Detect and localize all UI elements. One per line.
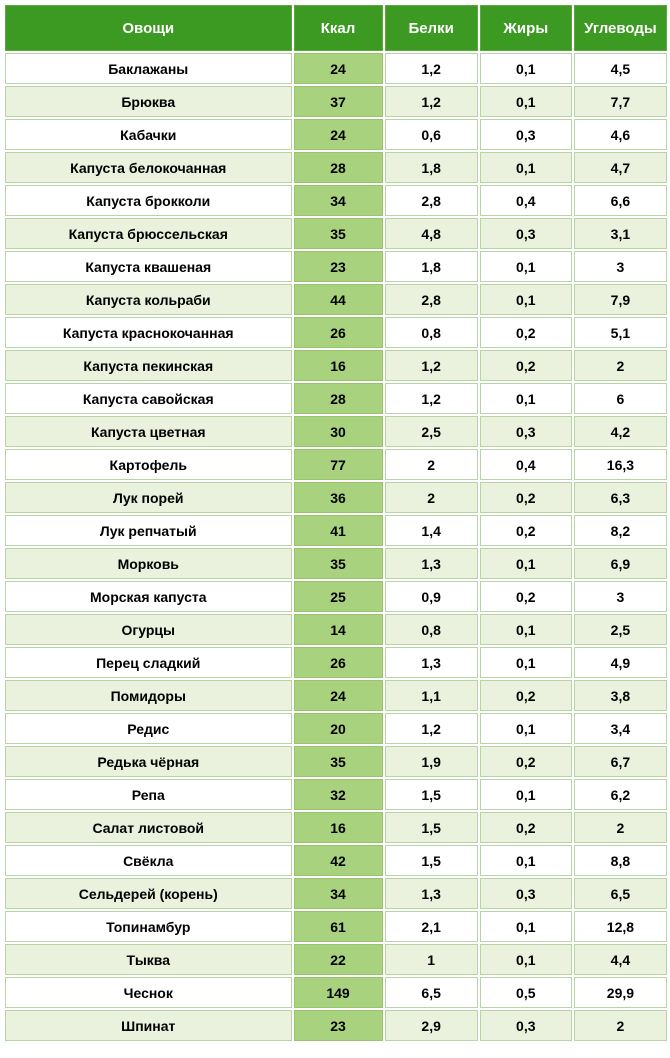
table-row	[5, 119, 667, 150]
kcal-cell: 23	[294, 251, 383, 282]
fat-cell: 0,2	[480, 746, 572, 777]
fat-cell: 0,1	[480, 647, 572, 678]
protein-cell: 1,3	[385, 647, 478, 678]
fat-cell: 0,5	[480, 977, 572, 1008]
fat-cell: 0,1	[480, 548, 572, 579]
protein-cell: 2,9	[385, 1010, 478, 1041]
vegetable-name-cell: Капуста белокочанная	[5, 152, 292, 183]
kcal-cell: 24	[294, 119, 383, 150]
protein-cell: 0,8	[385, 614, 478, 645]
protein-cell: 2	[385, 482, 478, 513]
kcal-cell: 61	[294, 911, 383, 942]
kcal-cell: 24	[294, 53, 383, 84]
fat-cell: 0,3	[480, 218, 572, 249]
protein-cell: 1	[385, 944, 478, 975]
carbs-cell: 6,3	[574, 482, 667, 513]
vegetable-name-cell: Тыква	[5, 944, 292, 975]
kcal-cell: 41	[294, 515, 383, 546]
carbs-cell: 4,5	[574, 53, 667, 84]
fat-cell: 0,1	[480, 284, 572, 315]
table-row	[5, 812, 667, 843]
protein-cell: 1,1	[385, 680, 478, 711]
protein-cell: 1,2	[385, 383, 478, 414]
kcal-cell: 16	[294, 350, 383, 381]
fat-cell: 0,1	[480, 713, 572, 744]
carbs-cell: 8,2	[574, 515, 667, 546]
header-fats: Жиры	[480, 5, 572, 51]
carbs-cell: 6,7	[574, 746, 667, 777]
table-row	[5, 779, 667, 810]
fat-cell: 0,1	[480, 53, 572, 84]
table-row	[5, 911, 667, 942]
fat-cell: 0,3	[480, 119, 572, 150]
table-row	[5, 449, 667, 480]
kcal-cell: 14	[294, 614, 383, 645]
kcal-cell: 34	[294, 185, 383, 216]
carbs-cell: 7,7	[574, 86, 667, 117]
kcal-cell: 32	[294, 779, 383, 810]
kcal-cell: 37	[294, 86, 383, 117]
protein-cell: 0,9	[385, 581, 478, 612]
protein-cell: 6,5	[385, 977, 478, 1008]
vegetable-name-cell: Топинамбур	[5, 911, 292, 942]
carbs-cell: 4,4	[574, 944, 667, 975]
table-row	[5, 878, 667, 909]
carbs-cell: 2	[574, 812, 667, 843]
fat-cell: 0,1	[480, 86, 572, 117]
fat-cell: 0,2	[480, 317, 572, 348]
carbs-cell: 2,5	[574, 614, 667, 645]
vegetable-name-cell: Баклажаны	[5, 53, 292, 84]
kcal-cell: 30	[294, 416, 383, 447]
vegetable-name-cell: Сельдерей (корень)	[5, 878, 292, 909]
vegetable-name-cell: Капуста краснокочанная	[5, 317, 292, 348]
kcal-cell: 28	[294, 383, 383, 414]
vegetable-name-cell: Картофель	[5, 449, 292, 480]
table-row	[5, 218, 667, 249]
carbs-cell: 6,2	[574, 779, 667, 810]
table-row	[5, 680, 667, 711]
fat-cell: 0,2	[480, 350, 572, 381]
protein-cell: 2,1	[385, 911, 478, 942]
carbs-cell: 3,1	[574, 218, 667, 249]
vegetable-name-cell: Помидоры	[5, 680, 292, 711]
fat-cell: 0,1	[480, 944, 572, 975]
fat-cell: 0,1	[480, 845, 572, 876]
table-row	[5, 251, 667, 282]
table-row	[5, 1010, 667, 1041]
vegetable-name-cell: Кабачки	[5, 119, 292, 150]
fat-cell: 0,1	[480, 911, 572, 942]
kcal-cell: 26	[294, 647, 383, 678]
table-row	[5, 53, 667, 84]
protein-cell: 1,2	[385, 86, 478, 117]
kcal-cell: 16	[294, 812, 383, 843]
kcal-cell: 44	[294, 284, 383, 315]
protein-cell: 1,4	[385, 515, 478, 546]
carbs-cell: 4,6	[574, 119, 667, 150]
protein-cell: 2,8	[385, 284, 478, 315]
table-row	[5, 284, 667, 315]
fat-cell: 0,2	[480, 515, 572, 546]
table-row	[5, 515, 667, 546]
table-row	[5, 185, 667, 216]
vegetable-name-cell: Лук репчатый	[5, 515, 292, 546]
carbs-cell: 4,7	[574, 152, 667, 183]
kcal-cell: 28	[294, 152, 383, 183]
carbs-cell: 29,9	[574, 977, 667, 1008]
table-row	[5, 977, 667, 1008]
kcal-cell: 23	[294, 1010, 383, 1041]
kcal-cell: 77	[294, 449, 383, 480]
kcal-cell: 26	[294, 317, 383, 348]
kcal-cell: 42	[294, 845, 383, 876]
table-row	[5, 746, 667, 777]
protein-cell: 0,8	[385, 317, 478, 348]
kcal-cell: 35	[294, 548, 383, 579]
carbs-cell: 6,9	[574, 548, 667, 579]
carbs-cell: 2	[574, 350, 667, 381]
vegetable-name-cell: Капуста кольраби	[5, 284, 292, 315]
kcal-cell: 25	[294, 581, 383, 612]
fat-cell: 0,4	[480, 185, 572, 216]
protein-cell: 2,8	[385, 185, 478, 216]
protein-cell: 1,9	[385, 746, 478, 777]
kcal-cell: 22	[294, 944, 383, 975]
carbs-cell: 7,9	[574, 284, 667, 315]
table-row	[5, 845, 667, 876]
fat-cell: 0,2	[480, 680, 572, 711]
vegetable-name-cell: Капуста брокколи	[5, 185, 292, 216]
vegetable-name-cell: Капуста пекинская	[5, 350, 292, 381]
protein-cell: 2	[385, 449, 478, 480]
protein-cell: 1,2	[385, 350, 478, 381]
vegetable-name-cell: Морковь	[5, 548, 292, 579]
table-row	[5, 416, 667, 447]
carbs-cell: 6,6	[574, 185, 667, 216]
vegetable-name-cell: Перец сладкий	[5, 647, 292, 678]
fat-cell: 0,2	[480, 581, 572, 612]
vegetable-name-cell: Капуста квашеная	[5, 251, 292, 282]
protein-cell: 1,5	[385, 779, 478, 810]
vegetable-name-cell: Морская капуста	[5, 581, 292, 612]
carbs-cell: 3,4	[574, 713, 667, 744]
fat-cell: 0,1	[480, 152, 572, 183]
carbs-cell: 3	[574, 251, 667, 282]
vegetable-name-cell: Капуста цветная	[5, 416, 292, 447]
table-row	[5, 713, 667, 744]
header-proteins: Белки	[385, 5, 478, 51]
table-row	[5, 482, 667, 513]
kcal-cell: 35	[294, 746, 383, 777]
protein-cell: 1,5	[385, 845, 478, 876]
protein-cell: 2,5	[385, 416, 478, 447]
vegetable-name-cell: Свёкла	[5, 845, 292, 876]
vegetable-name-cell: Капуста савойская	[5, 383, 292, 414]
protein-cell: 4,8	[385, 218, 478, 249]
carbs-cell: 5,1	[574, 317, 667, 348]
table-row	[5, 581, 667, 612]
header-kcal: Ккал	[294, 5, 383, 51]
table-row	[5, 548, 667, 579]
protein-cell: 1,2	[385, 53, 478, 84]
vegetable-name-cell: Репа	[5, 779, 292, 810]
table-row	[5, 383, 667, 414]
table-row	[5, 944, 667, 975]
protein-cell: 1,5	[385, 812, 478, 843]
carbs-cell: 16,3	[574, 449, 667, 480]
carbs-cell: 2	[574, 1010, 667, 1041]
kcal-cell: 24	[294, 680, 383, 711]
fat-cell: 0,1	[480, 779, 572, 810]
header-carbs: Углеводы	[574, 5, 667, 51]
table-row	[5, 647, 667, 678]
fat-cell: 0,4	[480, 449, 572, 480]
carbs-cell: 3,8	[574, 680, 667, 711]
vegetable-name-cell: Шпинат	[5, 1010, 292, 1041]
fat-cell: 0,2	[480, 482, 572, 513]
protein-cell: 1,2	[385, 713, 478, 744]
vegetable-name-cell: Чеснок	[5, 977, 292, 1008]
vegetable-name-cell: Салат листовой	[5, 812, 292, 843]
table-row	[5, 86, 667, 117]
carbs-cell: 6,5	[574, 878, 667, 909]
fat-cell: 0,3	[480, 1010, 572, 1041]
vegetable-name-cell: Огурцы	[5, 614, 292, 645]
carbs-cell: 12,8	[574, 911, 667, 942]
vegetable-name-cell: Редька чёрная	[5, 746, 292, 777]
carbs-cell: 3	[574, 581, 667, 612]
protein-cell: 1,8	[385, 251, 478, 282]
table-row	[5, 614, 667, 645]
protein-cell: 1,3	[385, 878, 478, 909]
vegetable-name-cell: Редис	[5, 713, 292, 744]
kcal-cell: 34	[294, 878, 383, 909]
kcal-cell: 35	[294, 218, 383, 249]
carbs-cell: 4,2	[574, 416, 667, 447]
protein-cell: 0,6	[385, 119, 478, 150]
kcal-cell: 20	[294, 713, 383, 744]
vegetable-name-cell: Лук порей	[5, 482, 292, 513]
protein-cell: 1,3	[385, 548, 478, 579]
fat-cell: 0,1	[480, 383, 572, 414]
table-row	[5, 317, 667, 348]
vegetable-name-cell: Брюква	[5, 86, 292, 117]
protein-cell: 1,8	[385, 152, 478, 183]
carbs-cell: 6	[574, 383, 667, 414]
header-vegetables: Овощи	[5, 5, 292, 51]
table-row	[5, 152, 667, 183]
kcal-cell: 36	[294, 482, 383, 513]
fat-cell: 0,3	[480, 416, 572, 447]
fat-cell: 0,1	[480, 251, 572, 282]
table-row	[5, 350, 667, 381]
fat-cell: 0,3	[480, 878, 572, 909]
kcal-cell: 149	[294, 977, 383, 1008]
carbs-cell: 8,8	[574, 845, 667, 876]
vegetable-nutrition-table	[3, 3, 669, 1043]
table-header-row	[5, 5, 667, 51]
carbs-cell: 4,9	[574, 647, 667, 678]
vegetable-name-cell: Капуста брюссельская	[5, 218, 292, 249]
fat-cell: 0,1	[480, 614, 572, 645]
fat-cell: 0,2	[480, 812, 572, 843]
